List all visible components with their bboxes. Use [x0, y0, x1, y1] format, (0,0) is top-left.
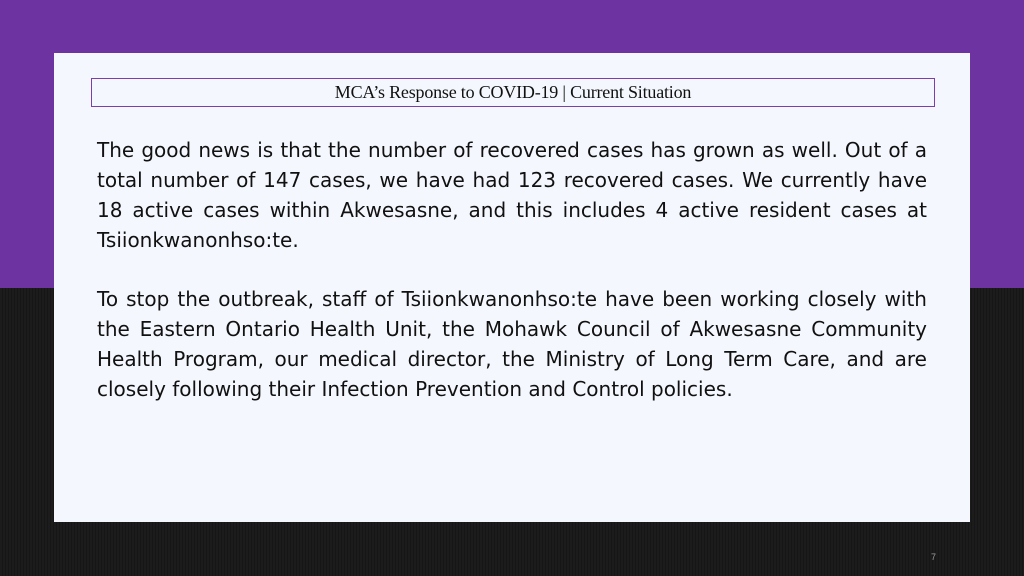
- slide-title-box: [91, 78, 935, 107]
- paragraph-recovered-cases: The good news is that the number of recovered cases has grown as well. Out of a total number of 147 cases, we have had 123 recovered cases. We currently have 18 active cases within Akwesasne, and this includes 4 active resident cases at Tsiionkwanonhso:te.: [97, 138, 927, 252]
- page-number: 7: [930, 552, 936, 562]
- slide-title: MCA’s Response to COVID-19 | Current Situation: [334, 82, 692, 102]
- content-panel: [54, 53, 970, 522]
- paragraph-outbreak-response: To stop the outbreak, staff of Tsiionkwanonhso:te have been working closely with the Eastern Ontario Health Unit, the Mohawk Council of Akwesasne Community Health Program, our medical director, the Ministry of Long Term Care, and are closely following their Infection Prevention and Control policies.: [97, 287, 927, 401]
